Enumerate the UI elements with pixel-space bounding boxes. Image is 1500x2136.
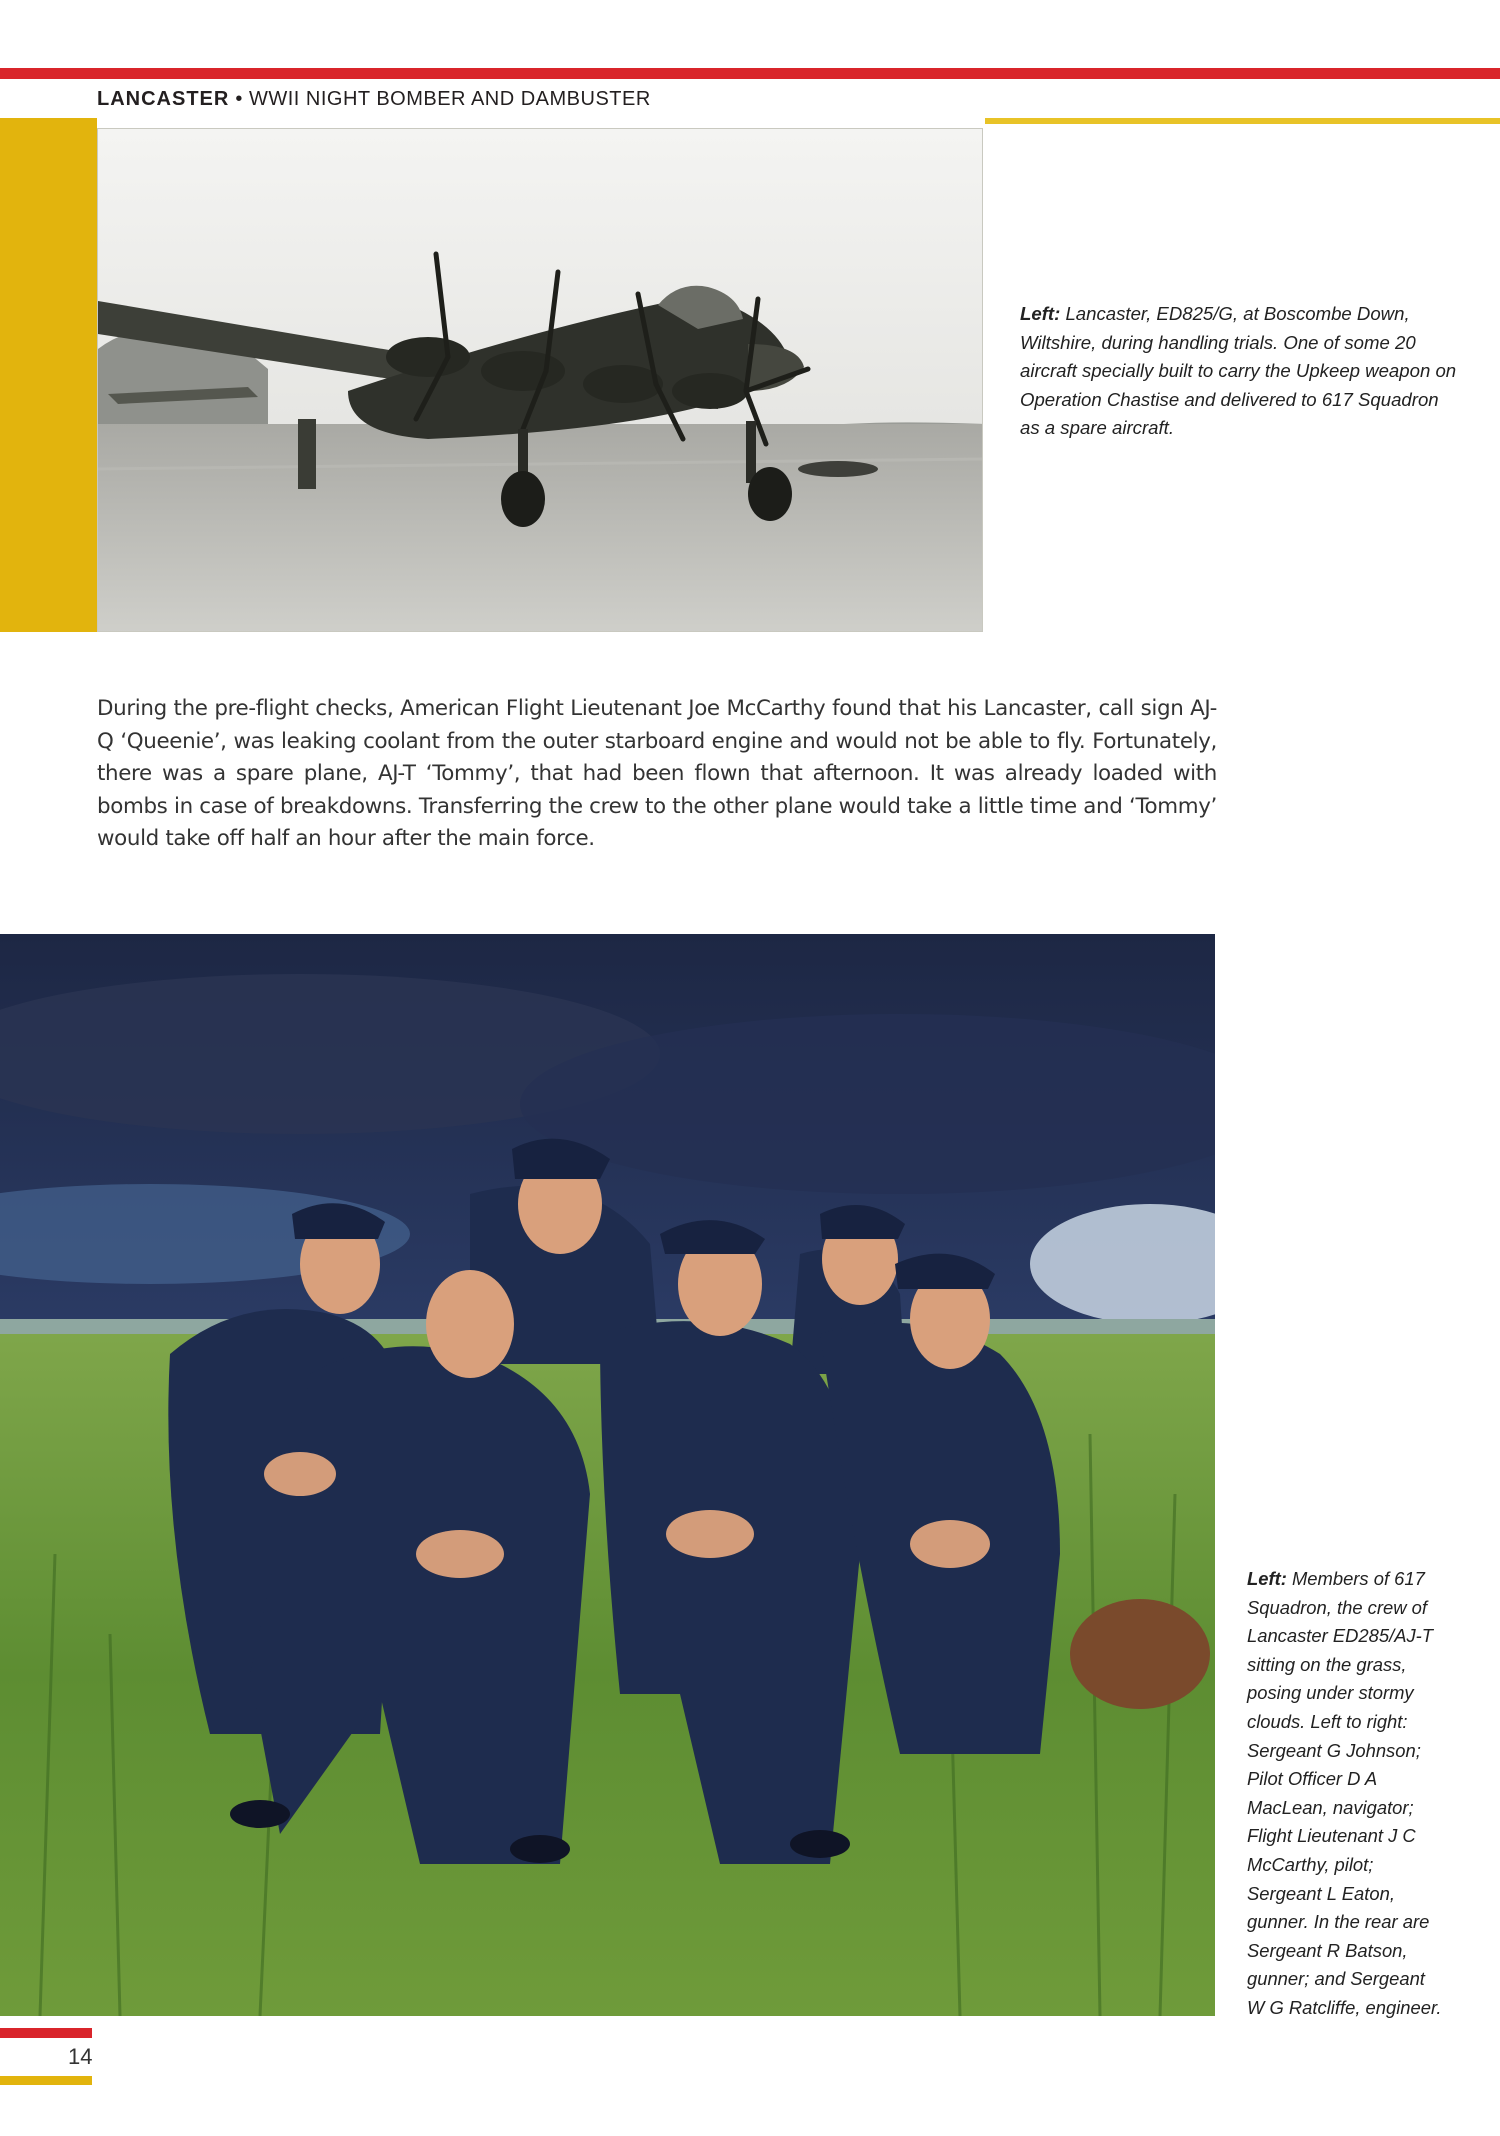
caption-lead: Left: [1247,1568,1287,1589]
header-red-bar [0,68,1500,79]
header-subtitle: WWII NIGHT BOMBER AND DAMBUSTER [248,88,651,110]
header-separator: • [235,88,243,110]
crew-photo [0,934,1215,2016]
lancaster-bomber-photo [97,128,983,632]
footer-gold-bar [0,2076,92,2085]
caption-text: Lancaster, ED825/G, at Boscombe Down, Wiltshire, during handling trials. One of some 20 aircraft specially built to carry the Upkeep weapon on Operation Chastise and delivered to 617 Squadron as a spare aircraft. [1020,303,1457,439]
header-gold-rule [985,118,1500,124]
gold-side-block [0,118,97,632]
header-title: LANCASTER [97,88,230,110]
footer-red-bar [0,2028,92,2038]
running-header [97,88,651,111]
body-paragraph: During the pre-flight checks, American Flight Lieutenant Joe McCarthy found that his Lancaster, call sign AJ-Q ‘Queenie’, was leaking coolant from the outer starboard engine and would not be able to fly. Fortunately, there was a spare plane, AJ-T ‘Tommy’, that had been flown that afternoon. It was already loaded with bombs in case of breakdowns. Transferring the crew to the other plane would take a little time and ‘Tommy’ would take off half an hour after the main force. [97,696,1217,852]
caption-text: Members of 617 Squadron, the crew of Lancaster ED285/AJ-T sitting on the grass, posing under stormy clouds. Left to right: Sergeant G Johnson; Pilot Officer D A MacLean, navigator; Flight Lieutenant J C McCarthy, pilot; Sergeant L Eaton, gunner. In the rear are Sergeant R Batson, gunner; and Sergeant W G Ratcliffe, engineer. [1247,1568,1442,2018]
page-number: 14 [68,2044,93,2069]
crew-photo-caption [1247,1565,1447,2023]
lancaster-photo-caption [1020,300,1460,443]
caption-lead: Left: [1020,303,1061,324]
